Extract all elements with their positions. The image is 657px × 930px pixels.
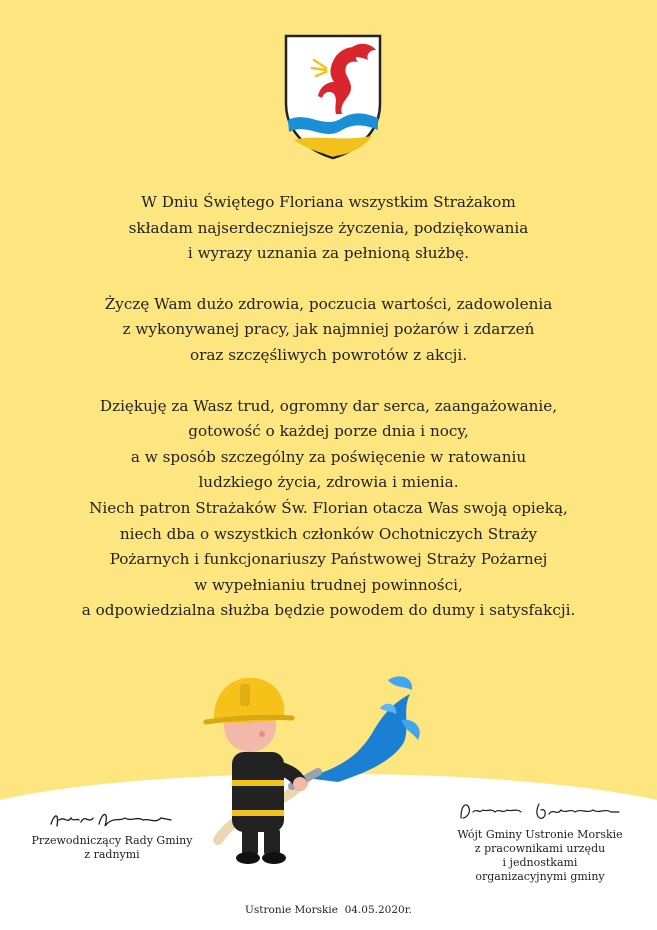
greeting-paragraph-2 xyxy=(0,292,657,369)
signature-right-subtitle: organizacyjnymi gminy xyxy=(475,870,605,883)
greeting-line: w wypełnianiu trudnej powinności, xyxy=(194,575,463,594)
greeting-line: gotowość o każdej porze dnia i nocy, xyxy=(188,422,469,441)
place-and-date: Ustronie Morskie 04.05.2020r. xyxy=(245,904,412,916)
greeting-line: oraz szczęśliwych powrotów z akcji. xyxy=(189,345,468,364)
signature-right-subtitle: i jednostkami xyxy=(502,856,578,869)
greeting-line: a w sposób szczególny za poświęcenie w ratowaniu xyxy=(130,447,527,466)
firefighter-illustration xyxy=(188,660,428,870)
greeting-paragraph-1 xyxy=(0,190,657,267)
greeting-line: Niech patron Strażaków Św. Florian otacza Was swoją opieką, xyxy=(89,498,568,517)
greeting-line: W Dniu Świętego Floriana wszystkim Strażakom xyxy=(141,193,516,211)
signature-block-left xyxy=(22,808,202,862)
signature-right-subtitle: z pracownikami urzędu xyxy=(474,842,606,855)
signature-block-right xyxy=(445,798,635,884)
greeting-line: a odpowiedzialna służba będzie powodem do dumy i satysfakcji. xyxy=(81,601,576,620)
signature-left-icon xyxy=(47,808,177,830)
greeting-line: z wykonywanej pracy, jak najmniej pożarów i zdarzeń xyxy=(122,320,535,339)
greeting-text xyxy=(0,190,657,624)
signature-left-subtitle: z radnymi xyxy=(84,848,140,861)
greeting-line: Pożarnych i funkcjonariuszy Państwowej Straży Pożarnej xyxy=(109,550,548,569)
greeting-line: Dziękuję za Wasz trud, ogromny dar serca, zaangażowanie, xyxy=(99,396,558,415)
greeting-line: i wyrazy uznania za pełnioną służbę. xyxy=(187,244,470,263)
greeting-line: niech dba o wszystkich członków Ochotniczych Straży xyxy=(119,524,538,543)
signature-right-title: Wójt Gminy Ustronie Morskie xyxy=(457,828,623,841)
signature-left-title: Przewodniczący Rady Gminy xyxy=(31,834,193,847)
greeting-line: ludzkiego życia, zdrowia i mienia. xyxy=(198,473,459,492)
greeting-line: Życzę Wam dużo zdrowia, poczucia wartości, zadowolenia xyxy=(104,294,553,313)
coat-of-arms-icon xyxy=(284,34,382,160)
greeting-line: składam najserdeczniejsze życzenia, podziękowania xyxy=(128,218,529,237)
signature-right-icon xyxy=(455,798,625,824)
greeting-paragraph-3 xyxy=(0,394,657,624)
